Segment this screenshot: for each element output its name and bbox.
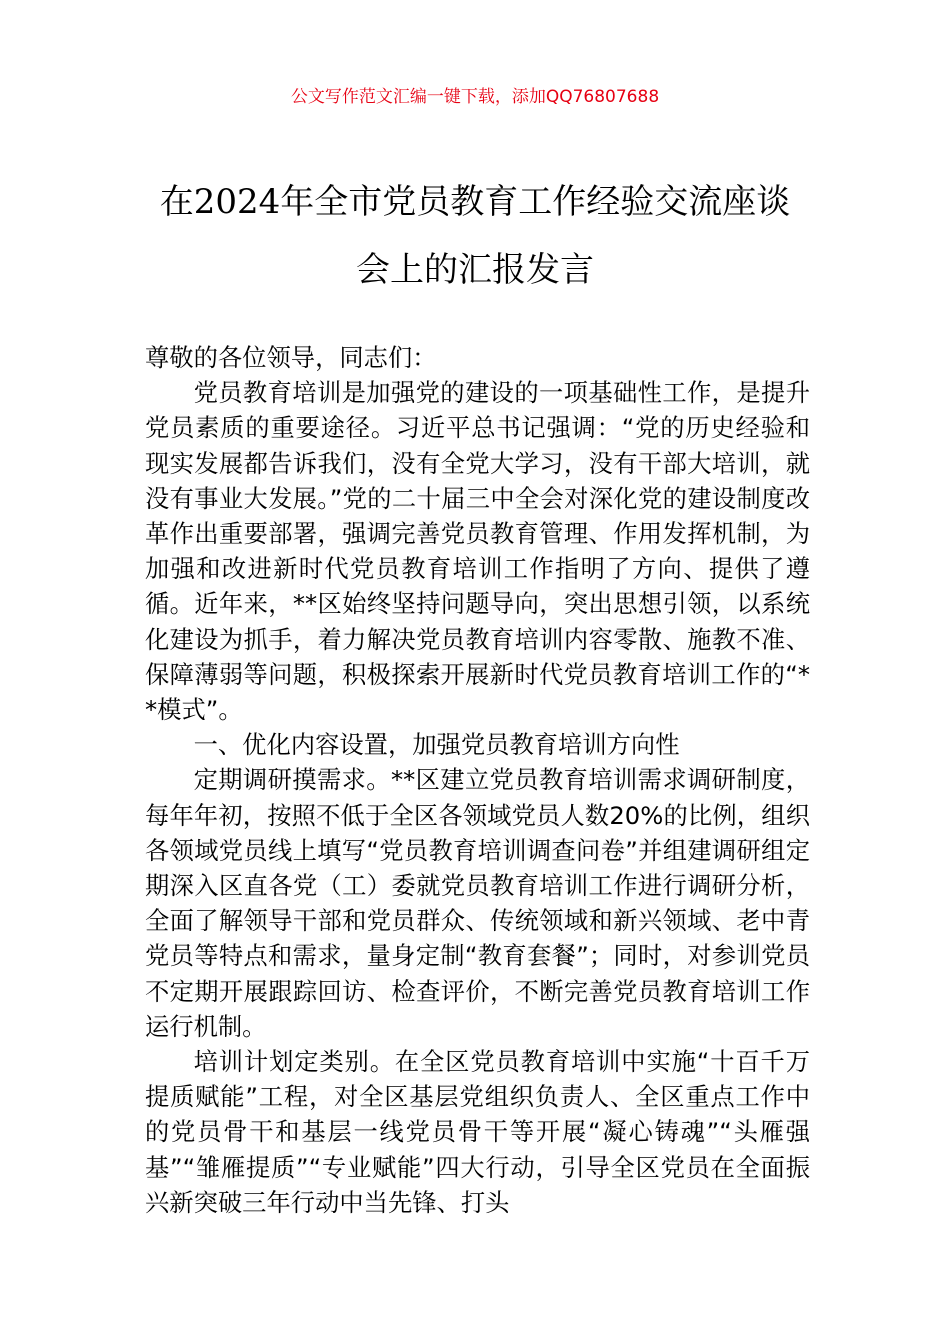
title-year: 2024 [193, 182, 281, 222]
paragraph-training-plan: 培训计划定类别。在全区党员教育培训中实施“十百千万 提质赋能”工程，对全区基层党组织负责人、全区重点工作中的党员骨干和基层一线党员骨干等开展“凝心铸魂”“头雁强基”“雏雁提质”“专业赋能”四大行动，引导全区党员在全面振兴新突破三年行动中当先锋、打头 [145, 1047, 810, 1217]
title-suffix: 年全市党员教育工作经验交流座谈 [280, 182, 791, 222]
title-line-1 [135, 168, 815, 236]
download-banner: 公文写作范文汇编一键下载，添加QQ76807688 [290, 87, 660, 107]
document-body [145, 340, 810, 1220]
paragraph-demand-survey: 定期调研摸需求。**区建立党员教育培训需求调研制度，每年年初，按照不低于全区各领域党员人数20%的比例，组织各领域党员线上填写“党员教育培训调查问卷”并组建调研组定期深入区直各党（工）委就党员教育培训工作进行调研分析，全面了解领导干部和党员群众、传统领域和新兴领域、老中青党员等特点和需求，量身定制“教育套餐”；同时，对参训党员不定期开展跟踪回访、检查评价，不断完善党员教育培训工作运行机制。 [145, 765, 810, 1041]
intro-paragraph: 党员教育培训是加强党的建设的一项基础性工作，是提升党员素质的重要途径。习近平总书记强调：“党的历史经验和现实发展都告诉我们，没有全党大学习，没有干部大培训，就没有事业大发展。”党的二十届三中全会对深化党的建设制度改革作出重要部署，强调完善党员教育管理、作用发挥机制，为加强和改进新时代党员教育培训工作指明了方向、提供了遵循。近年来，**区始终坚持问题导向，突出思想引领，以系统化建设为抓手，着力解决党员教育培训内容零散、施教不准、保障薄弱等问题，积极探索开展新时代党员教育培训工作的“**模式”。 [145, 378, 810, 725]
section-heading-1: 一、优化内容设置，加强党员教育培训方向性 [193, 730, 680, 760]
title-prefix: 在 [159, 182, 194, 222]
title-line-2: 会上的汇报发言 [356, 250, 594, 290]
salutation: 尊敬的各位领导，同志们： [145, 343, 437, 372]
document-title [135, 168, 815, 304]
